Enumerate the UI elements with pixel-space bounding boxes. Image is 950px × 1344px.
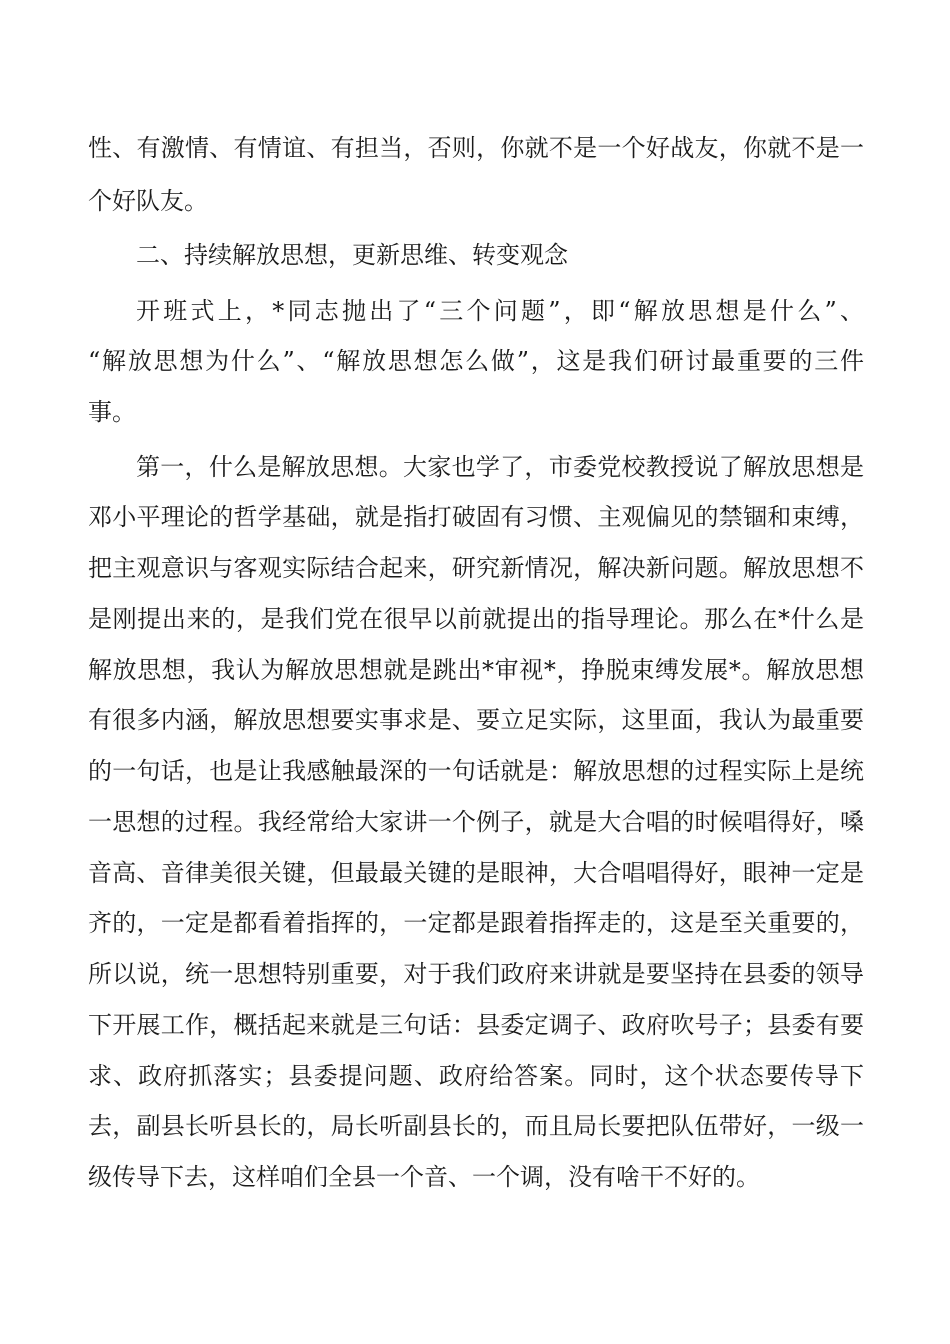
text-line: 第一，什么是解放思想。大家也学了，市委党校教授说了解放思想是 — [136, 453, 864, 481]
section-heading: 二、持续解放思想，更新思维、转变观念 — [136, 241, 568, 269]
text-line: 所以说，统一思想特别重要，对于我们政府来讲就是要坚持在县委的领导 — [88, 960, 864, 988]
text-line: 下开展工作，概括起来就是三句话：县委定调子、政府吹号子；县委有要 — [88, 1011, 864, 1039]
text-line: 音高、音律美很关键，但最最关键的是眼神，大合唱唱得好，眼神一定是 — [88, 859, 864, 887]
text-line: 把主观意识与客观实际结合起来，研究新情况，解决新问题。解放思想不 — [88, 554, 864, 582]
text-line: 开班式上，*同志抛出了“三个问题”，即“解放思想是什么”、 — [136, 297, 864, 325]
text-line: 级传导下去，这样咱们全县一个音、一个调，没有啥干不好的。 — [88, 1163, 760, 1191]
text-line: 有很多内涵，解放思想要实事求是、要立足实际，这里面，我认为最重要 — [88, 706, 864, 734]
text-line: 个好队友。 — [88, 187, 208, 215]
text-line: 的一句话，也是让我感触最深的一句话就是：解放思想的过程实际上是统 — [88, 757, 864, 785]
text-line: 解放思想，我认为解放思想就是跳出*审视*，挣脱束缚发展*。解放思想 — [88, 656, 864, 684]
text-line: “解放思想为什么”、“解放思想怎么做”，这是我们研讨最重要的三件 — [88, 347, 864, 375]
text-line: 事。 — [88, 398, 136, 426]
text-line: 去，副县长听县长的，局长听副县长的，而且局长要把队伍带好，一级一 — [88, 1112, 864, 1140]
text-line: 一思想的过程。我经常给大家讲一个例子，就是大合唱的时候唱得好，嗓 — [88, 808, 864, 836]
text-line: 求、政府抓落实；县委提问题、政府给答案。同时，这个状态要传导下 — [88, 1062, 864, 1090]
text-line: 性、有激情、有情谊、有担当，否则，你就不是一个好战友，你就不是一 — [88, 134, 864, 162]
text-line: 是刚提出来的，是我们党在很早以前就提出的指导理论。那么在*什么是 — [88, 605, 864, 633]
text-line: 邓小平理论的哲学基础，就是指打破固有习惯、主观偏见的禁锢和束缚， — [88, 503, 864, 531]
text-line: 齐的，一定是都看着指挥的，一定都是跟着指挥走的，这是至关重要的， — [88, 909, 864, 937]
